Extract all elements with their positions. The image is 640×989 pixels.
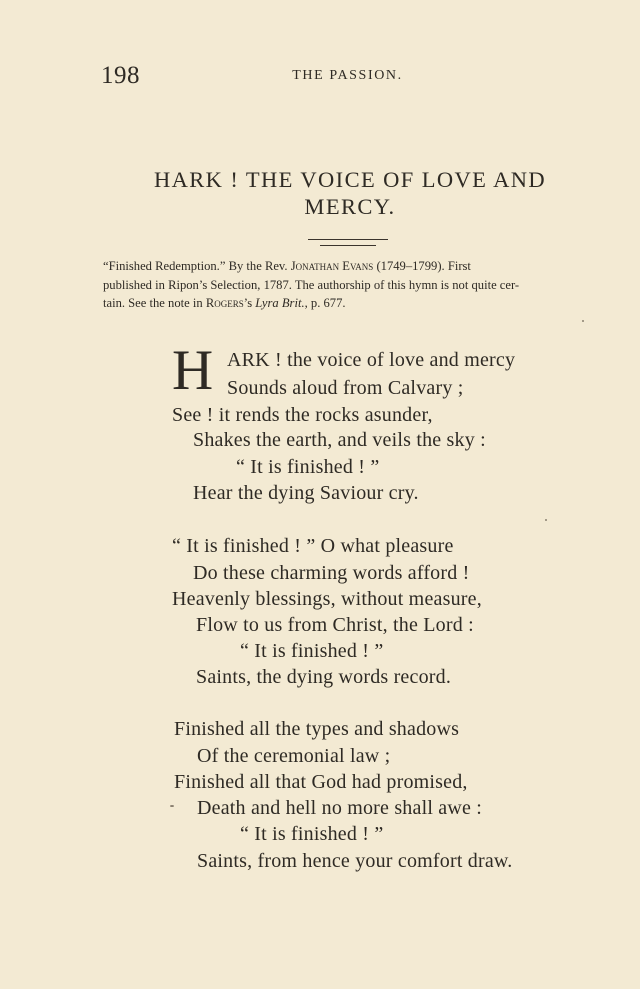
- hymn-title: [120, 166, 580, 220]
- verse-1-line-1: ARK ! the voice of love and mercy: [227, 349, 516, 371]
- verse-3-line-1: Finished all the types and shadows: [174, 718, 460, 740]
- page-number: 198: [101, 62, 140, 89]
- verse-2-line-4: Flow to us from Christ, the Lord :: [196, 614, 474, 636]
- note-text: (1749–1799). First: [373, 259, 471, 273]
- note-line-2: published in Ripon’s Selection, 1787. The authorship of this hymn is not quite cer-: [103, 277, 520, 292]
- verse-1-line-6: Hear the dying Saviour cry.: [193, 482, 419, 504]
- verse-2-line-1: “ It is finished ! ” O what pleasure: [172, 535, 454, 557]
- verse-3-line-3: Finished all that God had promised,: [174, 771, 468, 793]
- verse-2-line-6: Saints, the dying words record.: [196, 666, 452, 688]
- verse-1-line-2: Sounds aloud from Calvary ;: [227, 377, 464, 399]
- hymn-title-line-2: MERCY.: [304, 194, 396, 219]
- drop-cap: H: [172, 339, 214, 402]
- note-text: , p. 677.: [304, 296, 346, 310]
- paper-speck: [170, 805, 174, 807]
- title-rule-short: [320, 245, 376, 246]
- hymn-title-line-1: HARK ! THE VOICE OF LOVE AND: [153, 167, 547, 192]
- paper-speck: [545, 519, 547, 521]
- note-text: ’s: [243, 296, 256, 310]
- verse-3-line-6: Saints, from hence your comfort draw.: [197, 850, 513, 872]
- verse-1-line-3: See ! it rends the rocks asunder,: [172, 404, 433, 426]
- reference-author: Rogers: [205, 296, 244, 310]
- note-line-1: [103, 257, 597, 276]
- verse-2-line-3: Heavenly blessings, without measure,: [172, 588, 482, 610]
- verse-3-line-4: Death and hell no more shall awe :: [197, 797, 483, 819]
- verse-3-line-2: Of the ceremonial law ;: [197, 745, 391, 767]
- verse-2-refrain: “ It is finished ! ”: [240, 640, 384, 662]
- verse-1-refrain: “ It is finished ! ”: [236, 456, 380, 478]
- reference-title: Lyra Brit.: [255, 296, 305, 310]
- verse-2-line-2: Do these charming words afford !: [193, 562, 470, 584]
- note-text: “Finished Redemption.” By the Rev.: [103, 259, 291, 273]
- verse-1-line-4: Shakes the earth, and veils the sky :: [193, 429, 486, 451]
- attribution-note: [103, 257, 597, 313]
- verse-3-refrain: “ It is finished ! ”: [240, 823, 384, 845]
- running-head: THE PASSION.: [292, 68, 403, 83]
- paper-speck: [582, 320, 584, 322]
- title-rule: [308, 239, 388, 240]
- note-text: tain. See the note in: [103, 296, 206, 310]
- note-line-3: [103, 294, 597, 313]
- author-name: Jonathan Evans: [290, 259, 374, 273]
